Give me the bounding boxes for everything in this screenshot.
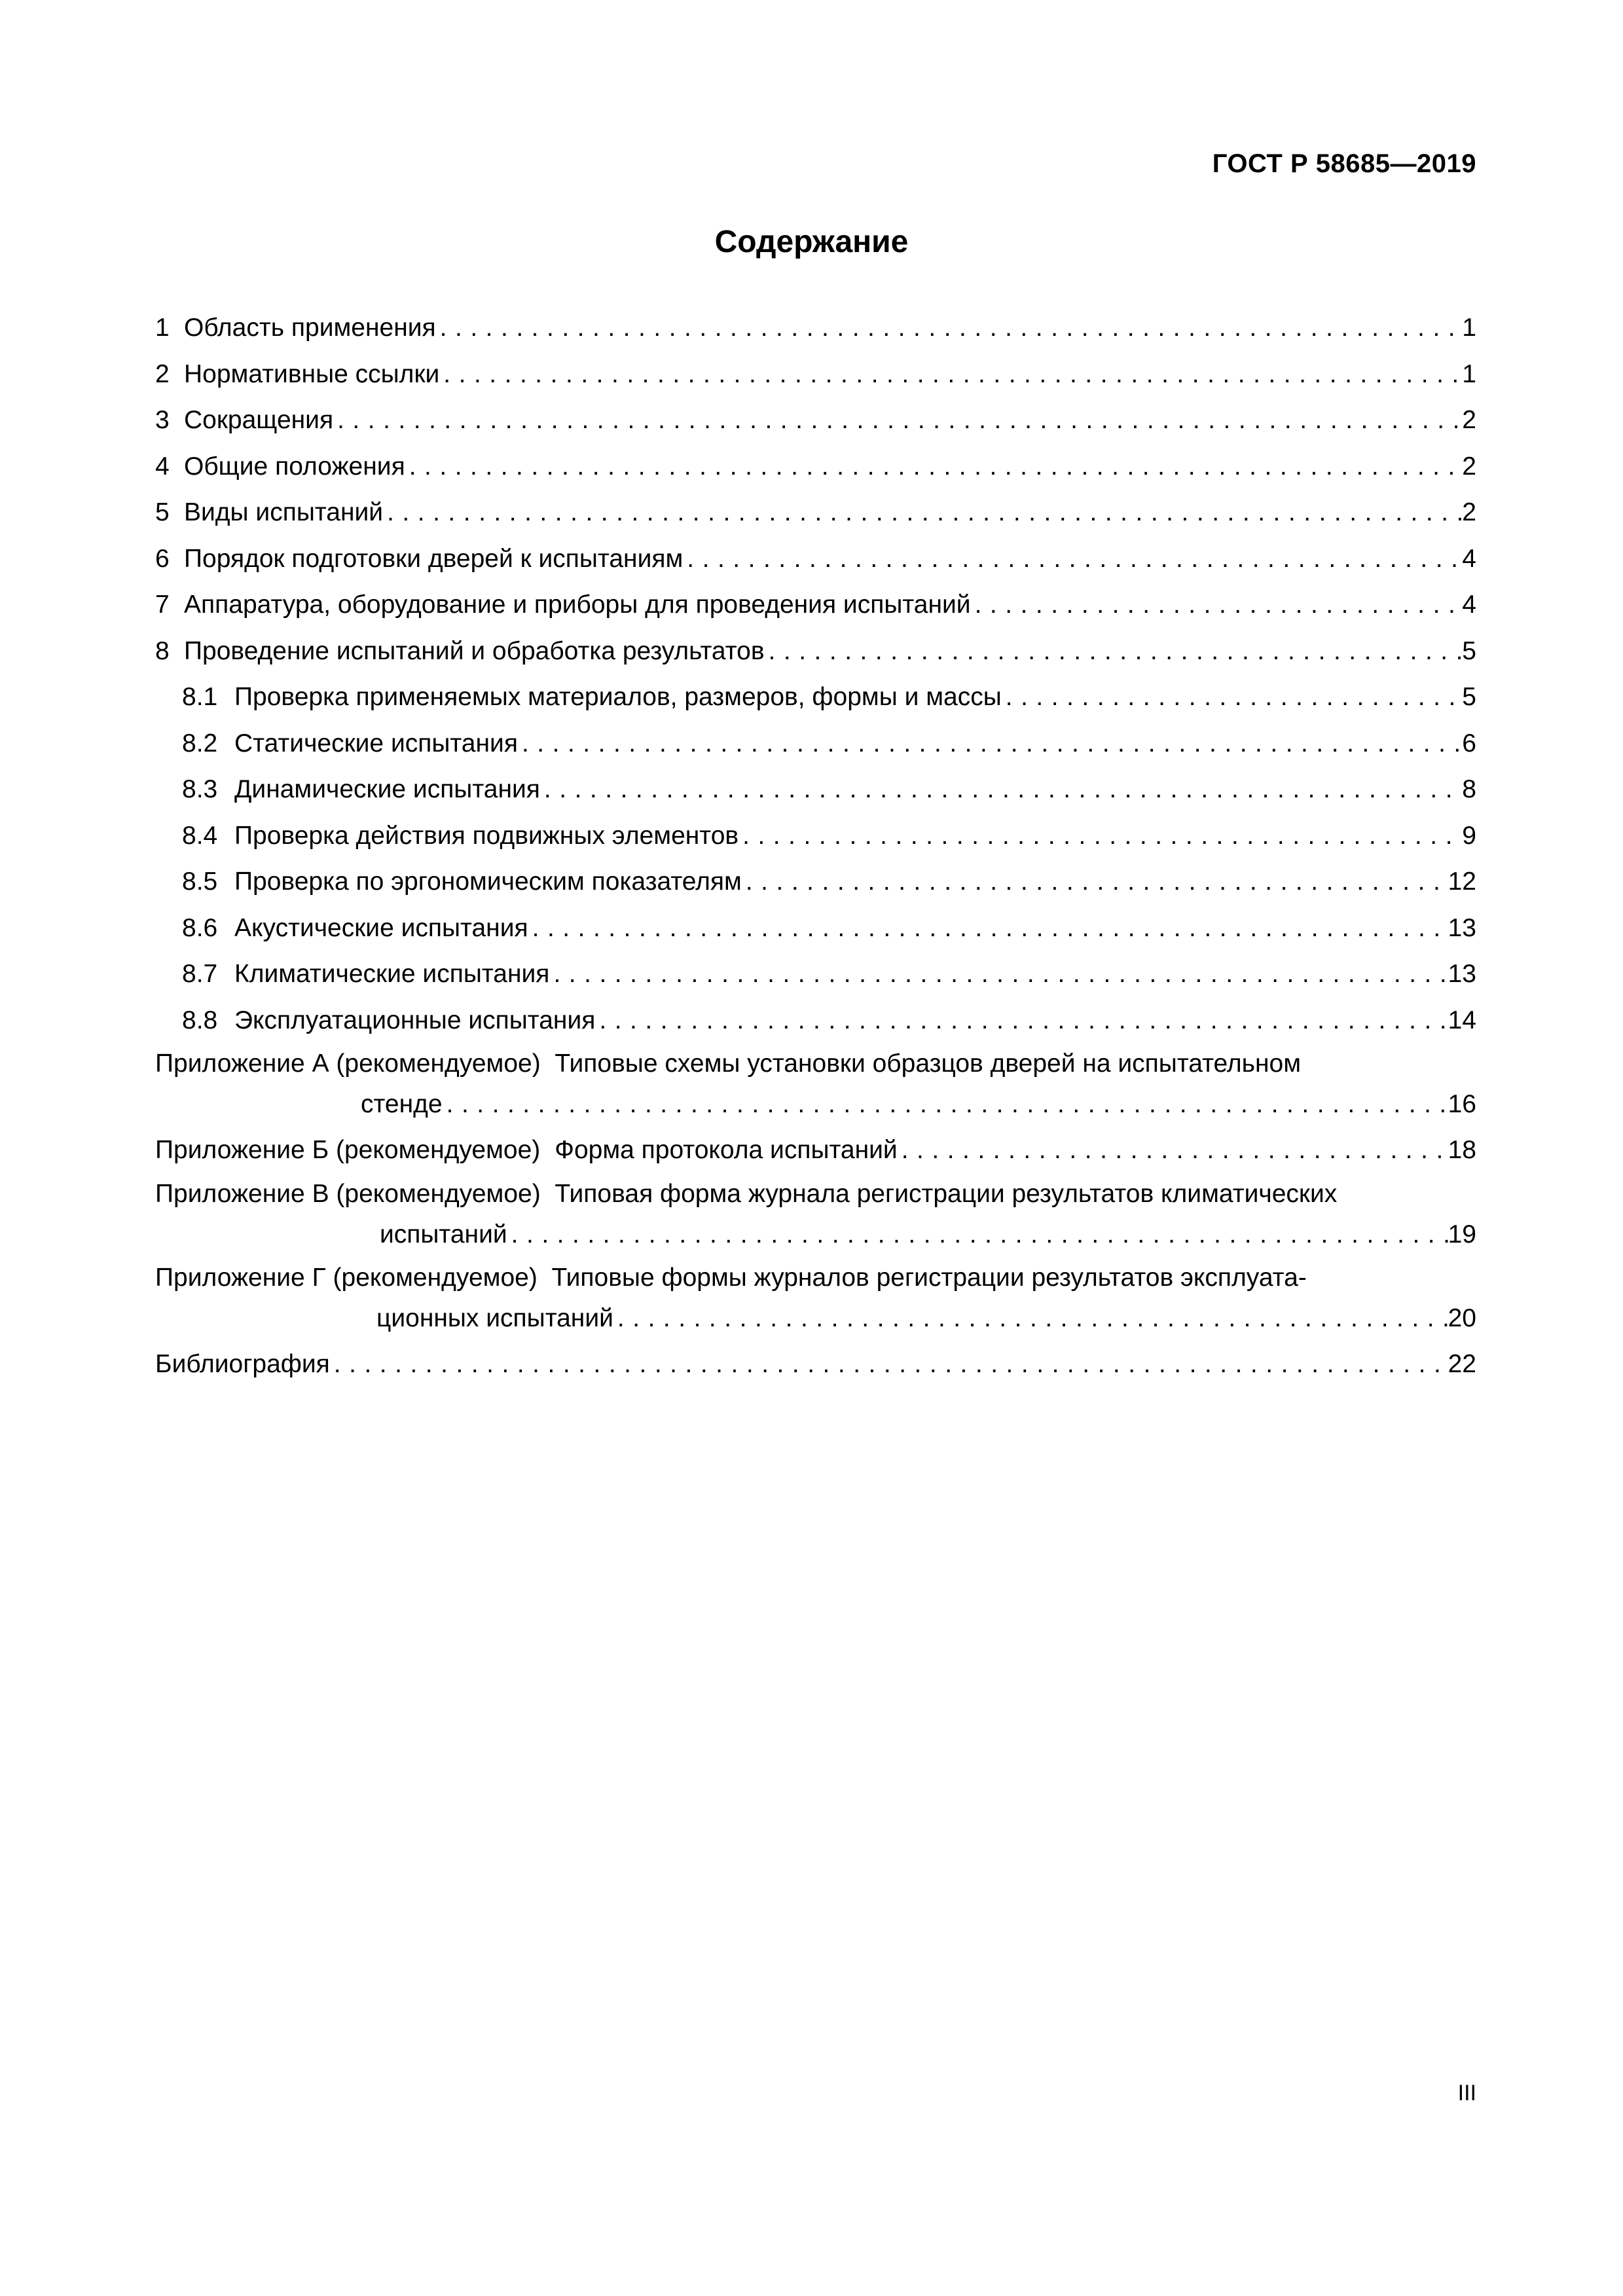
toc-item-number: 8.8 bbox=[182, 1006, 218, 1034]
toc-item-label: Эксплуатационные испытания bbox=[234, 1006, 596, 1034]
toc-item-number: 8.3 bbox=[182, 775, 218, 803]
toc-item-page: 16 bbox=[1448, 1090, 1476, 1118]
toc-item[interactable] bbox=[155, 305, 1476, 352]
toc-item-number: 8.4 bbox=[182, 821, 218, 850]
toc-bibliography[interactable] bbox=[155, 1341, 1476, 1388]
dot-leader bbox=[405, 444, 1463, 490]
toc-item[interactable] bbox=[155, 397, 1476, 444]
appendix-title-continued: испытаний bbox=[380, 1220, 507, 1248]
toc-item-page: 5 bbox=[1462, 683, 1476, 711]
toc-item-page: 12 bbox=[1448, 867, 1476, 896]
toc-item[interactable] bbox=[155, 536, 1476, 583]
dot-leader bbox=[540, 767, 1462, 813]
toc-item-page: 1 bbox=[1462, 314, 1476, 342]
toc-item-label: Общие положения bbox=[184, 452, 405, 481]
dot-leader bbox=[549, 951, 1448, 998]
appendix-title-continued: стенде bbox=[361, 1090, 443, 1118]
dot-leader bbox=[595, 998, 1448, 1044]
toc-item-label: Виды испытаний bbox=[184, 498, 384, 526]
appendix-title: Типовые формы журналов регистрации результатов эксплуата- bbox=[551, 1263, 1307, 1292]
toc-item-number: 8.2 bbox=[182, 729, 218, 757]
toc-item-page: 8 bbox=[1462, 775, 1476, 803]
appendix-first-line bbox=[155, 1258, 1476, 1298]
dot-leader bbox=[898, 1127, 1448, 1174]
appendix-prefix: Приложение Г (рекомендуемое) bbox=[155, 1263, 538, 1292]
dot-leader bbox=[383, 490, 1462, 536]
appendix-first-line bbox=[155, 1174, 1476, 1214]
toc-subitem[interactable] bbox=[155, 998, 1476, 1044]
toc-item-page: 18 bbox=[1448, 1136, 1476, 1164]
toc-item-page: 2 bbox=[1462, 498, 1476, 526]
appendix-title: Типовые схемы установки образцов дверей на испытательном bbox=[555, 1049, 1302, 1078]
toc-item-page: 1 bbox=[1462, 359, 1476, 388]
toc-item-number: 1 bbox=[155, 314, 170, 342]
toc-item-number: 3 bbox=[155, 406, 170, 434]
toc-item-number: 8.7 bbox=[182, 960, 218, 988]
toc-item-label: Нормативные ссылки bbox=[184, 359, 440, 388]
toc-subitem[interactable] bbox=[155, 767, 1476, 813]
dot-leader bbox=[683, 536, 1462, 583]
toc-item-page: 9 bbox=[1462, 821, 1476, 850]
dot-leader bbox=[333, 397, 1462, 444]
toc-subitem[interactable] bbox=[155, 721, 1476, 767]
toc-appendix-b[interactable] bbox=[155, 1127, 1476, 1174]
toc-item-label: Проверка по эргономическим показателям bbox=[234, 867, 742, 896]
toc-item-label: Акустические испытания bbox=[234, 913, 528, 942]
appendix-prefix: Приложение Б (рекомендуемое) bbox=[155, 1136, 541, 1164]
appendix-title: Форма протокола испытаний bbox=[555, 1136, 898, 1164]
appendix-prefix: Приложение В (рекомендуемое) bbox=[155, 1179, 541, 1208]
toc-item-label: Область применения bbox=[184, 314, 436, 342]
toc-appendix-g[interactable] bbox=[155, 1258, 1476, 1341]
dot-leader bbox=[436, 305, 1463, 352]
toc-item[interactable] bbox=[155, 444, 1476, 490]
document-code: ГОСТ Р 58685—2019 bbox=[1212, 149, 1476, 178]
toc-subitem[interactable] bbox=[155, 859, 1476, 905]
toc-item[interactable] bbox=[155, 629, 1476, 675]
toc-item-page: 4 bbox=[1462, 591, 1476, 619]
toc-item-number: 8.6 bbox=[182, 913, 218, 942]
toc-appendix-v[interactable] bbox=[155, 1174, 1476, 1258]
toc-item-number: 7 bbox=[155, 591, 170, 619]
toc-item-page: 22 bbox=[1448, 1349, 1476, 1378]
toc-item-number: 5 bbox=[155, 498, 170, 526]
toc-subitem[interactable] bbox=[155, 905, 1476, 952]
toc-subitem[interactable] bbox=[155, 674, 1476, 721]
toc-item-label: Климатические испытания bbox=[234, 960, 550, 988]
dot-leader bbox=[765, 629, 1463, 675]
toc-item-number: 2 bbox=[155, 359, 170, 388]
toc-item-page: 13 bbox=[1448, 960, 1476, 988]
dot-leader bbox=[528, 905, 1448, 952]
toc-item-page: 2 bbox=[1462, 452, 1476, 481]
appendix-title: Типовая форма журнала регистрации результатов климатических bbox=[555, 1179, 1338, 1208]
appendix-second-line bbox=[155, 1214, 1476, 1258]
dot-leader bbox=[518, 721, 1462, 767]
dot-leader bbox=[330, 1341, 1448, 1388]
toc-item-label: Аппаратура, оборудование и приборы для проведения испытаний bbox=[184, 591, 971, 619]
toc-item-page: 13 bbox=[1448, 913, 1476, 942]
toc-item-page: 20 bbox=[1448, 1303, 1476, 1332]
toc-item-page: 4 bbox=[1462, 544, 1476, 573]
toc-title: Содержание bbox=[714, 225, 909, 259]
toc-item-page: 2 bbox=[1462, 406, 1476, 434]
appendix-title-continued: ционных испытаний bbox=[376, 1303, 613, 1332]
toc-item-label: Динамические испытания bbox=[234, 775, 540, 803]
dot-leader bbox=[1002, 674, 1463, 721]
appendix-first-line bbox=[155, 1044, 1476, 1084]
toc-item-label: Статические испытания bbox=[234, 729, 518, 757]
appendix-second-line bbox=[155, 1298, 1476, 1341]
toc-subitem[interactable] bbox=[155, 951, 1476, 998]
page-number: III bbox=[1457, 2081, 1476, 2105]
dot-leader bbox=[439, 352, 1462, 398]
toc-item-label: Проведение испытаний и обработка результатов bbox=[184, 636, 765, 665]
toc-item-number: 8.1 bbox=[182, 683, 218, 711]
toc-item-number: 4 bbox=[155, 452, 170, 481]
dot-leader bbox=[507, 1214, 1448, 1255]
appendix-second-line bbox=[155, 1084, 1476, 1127]
dot-leader bbox=[613, 1298, 1448, 1339]
bibliography-label: Библиография bbox=[155, 1349, 330, 1378]
toc-item-page: 5 bbox=[1462, 636, 1476, 665]
toc-item-page: 14 bbox=[1448, 1006, 1476, 1034]
toc-item[interactable] bbox=[155, 490, 1476, 536]
toc-item-number: 6 bbox=[155, 544, 170, 573]
toc-item-label: Порядок подготовки дверей к испытаниям bbox=[184, 544, 684, 573]
toc-item-page: 6 bbox=[1462, 729, 1476, 757]
toc-item-label: Проверка применяемых материалов, размеров, формы и массы bbox=[234, 683, 1002, 711]
dot-leader bbox=[742, 859, 1448, 905]
dot-leader bbox=[739, 813, 1462, 860]
toc-item[interactable] bbox=[155, 582, 1476, 629]
toc-item-label: Проверка действия подвижных элементов bbox=[234, 821, 739, 850]
table-of-contents bbox=[155, 305, 1476, 1387]
toc-item-label: Сокращения bbox=[184, 406, 334, 434]
toc-item-number: 8.5 bbox=[182, 867, 218, 896]
toc-item-number: 8 bbox=[155, 636, 170, 665]
toc-subitem[interactable] bbox=[155, 813, 1476, 860]
dot-leader bbox=[443, 1084, 1448, 1125]
toc-item[interactable] bbox=[155, 352, 1476, 398]
dot-leader bbox=[971, 582, 1463, 629]
toc-appendix-a[interactable] bbox=[155, 1044, 1476, 1127]
appendix-prefix: Приложение А (рекомендуемое) bbox=[155, 1049, 541, 1078]
toc-item-page: 19 bbox=[1448, 1220, 1476, 1248]
